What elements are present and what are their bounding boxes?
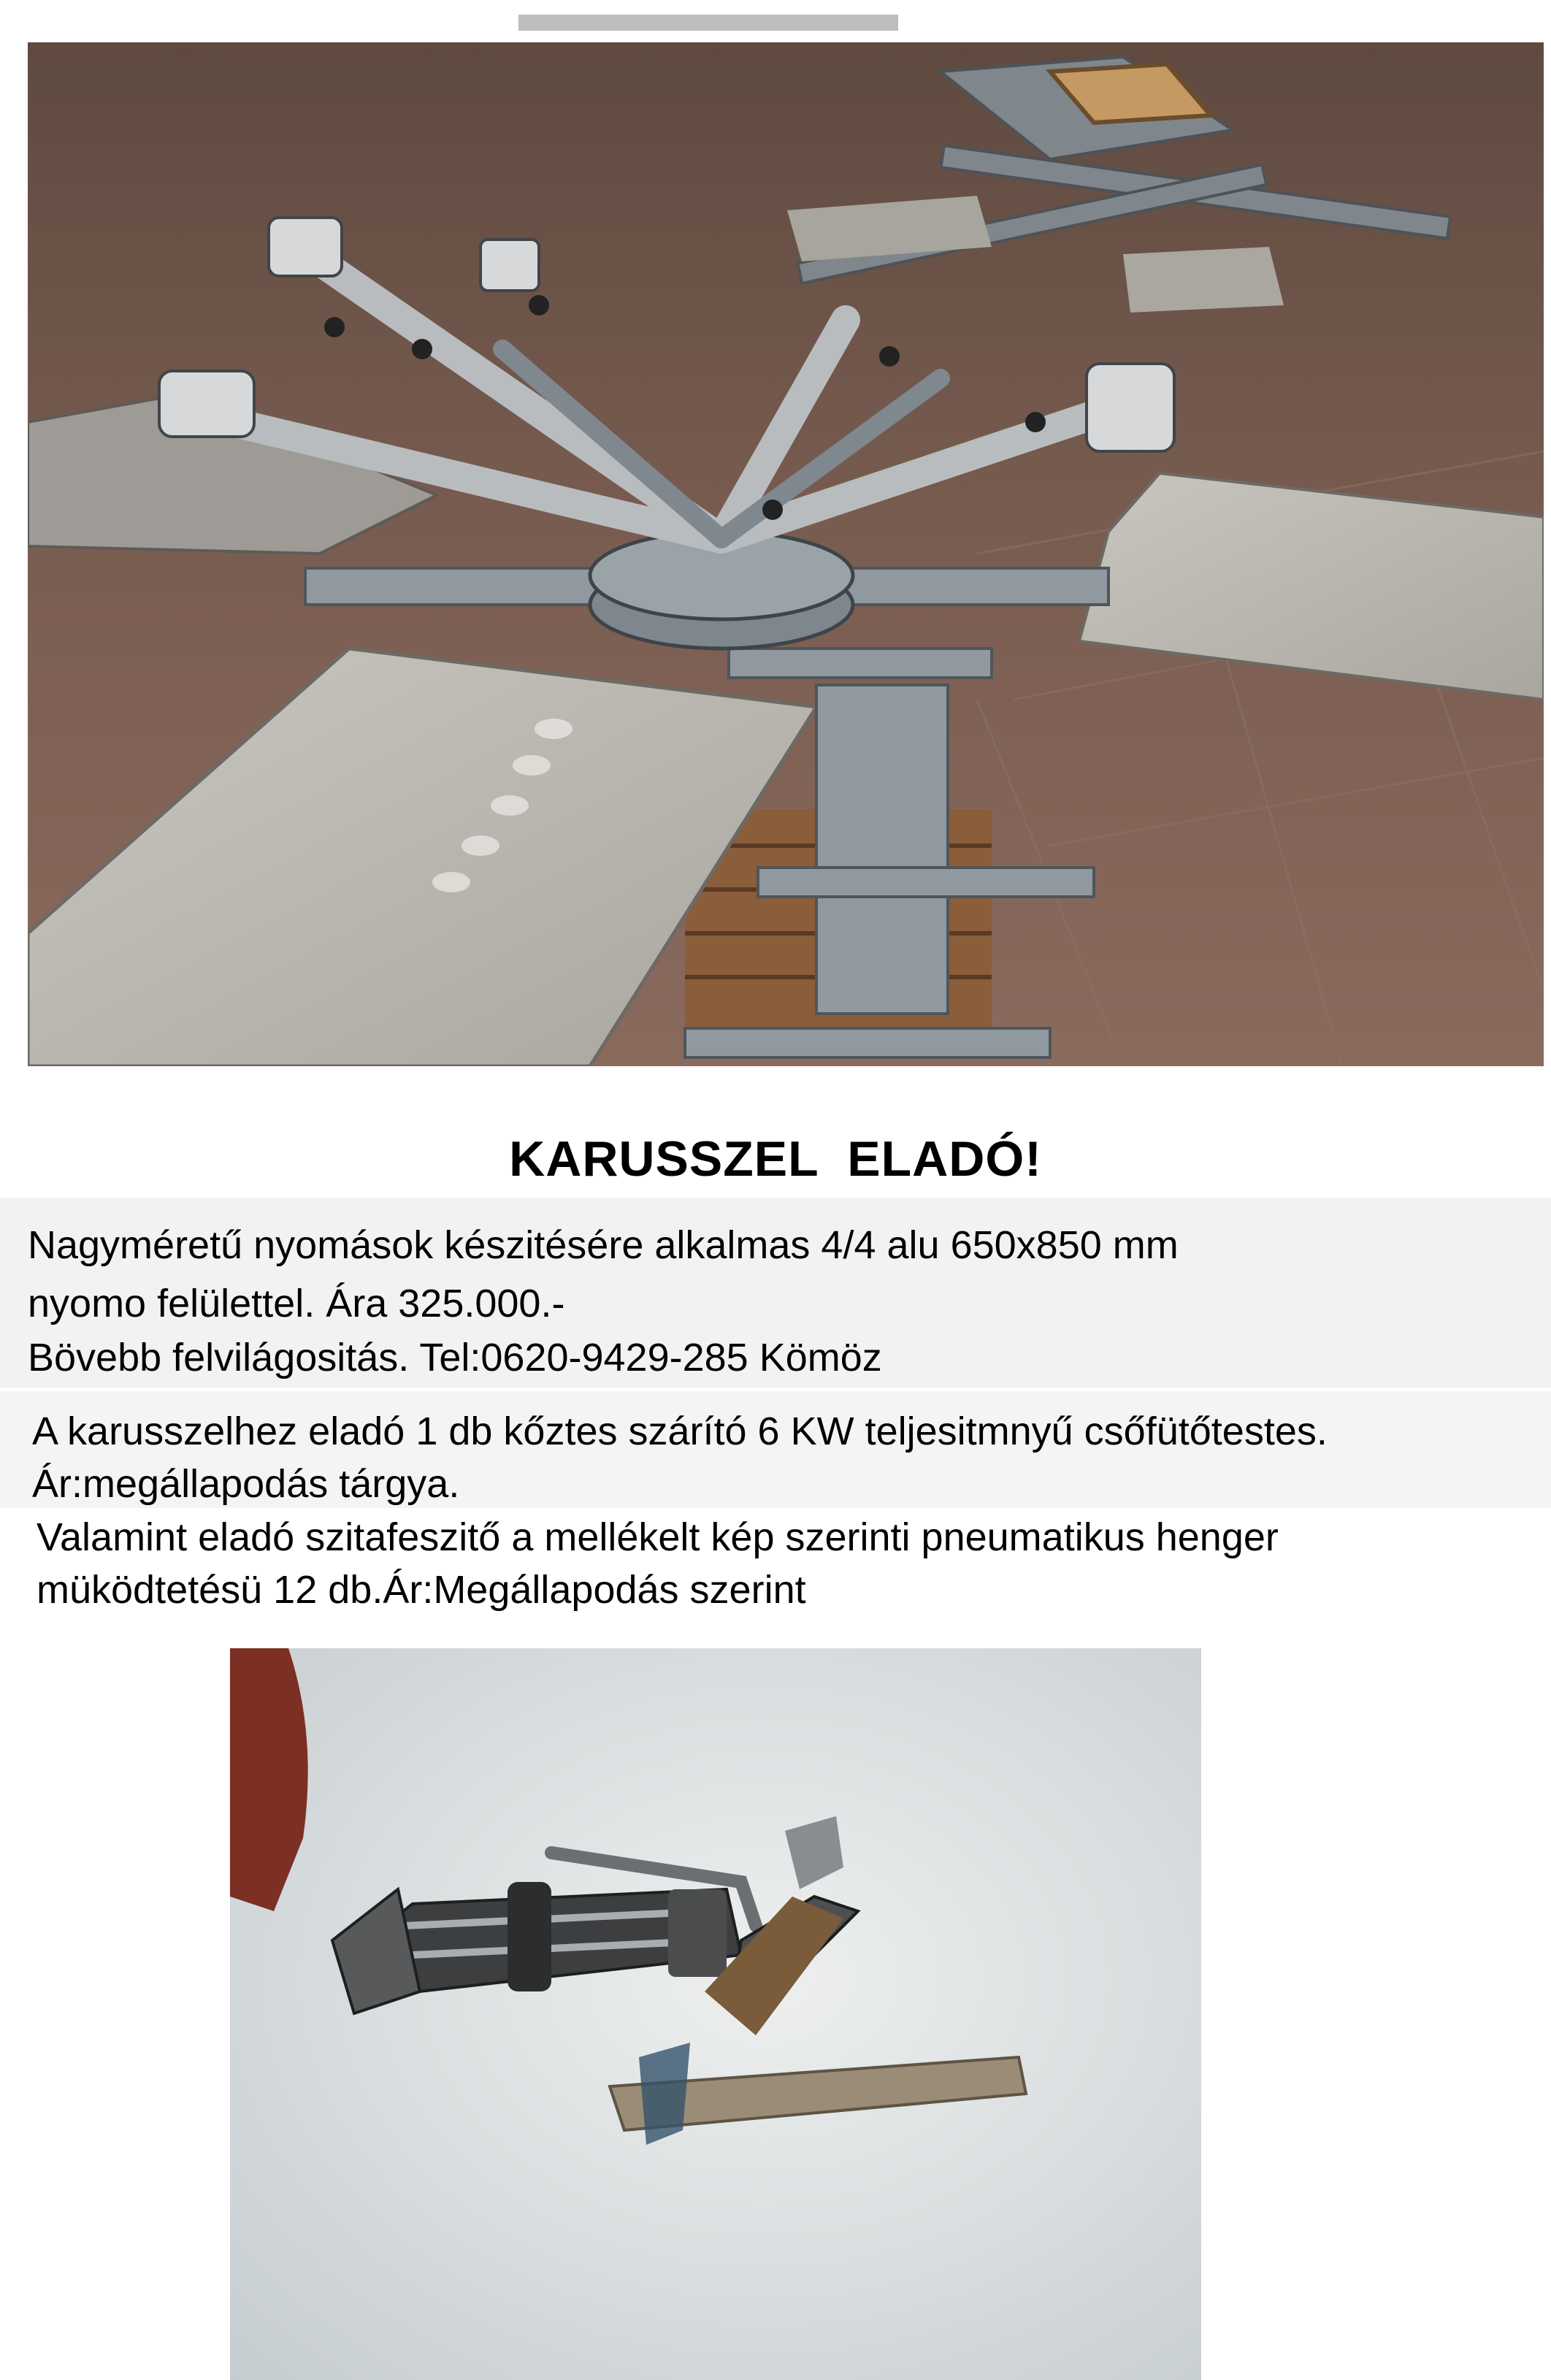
stretcher-offer-line-2: müködtetésü 12 db.Ár:Megállapodás szerint [37,1568,806,1612]
dryer-offer-block [0,1391,1551,1508]
screen-stretcher-illustration [230,1648,1201,2380]
stretcher-offer-line-1: Valamint eladó szitafeszitő a mellékelt kép szerinti pneumatikus henger [37,1515,1279,1559]
main-offer-line-2: nyomo felülettel. Ára 325.000.- [28,1282,565,1325]
page-title: KARUSSZEL ELADÓ! [509,1131,1042,1187]
main-offer-line-1: Nagyméretű nyomások készitésére alkalmas 4/4 alu 650x850 mm [28,1223,1179,1267]
carousel-press-photo [28,42,1544,1066]
carousel-press-illustration [28,42,1544,1066]
main-offer-line-3: Bövebb felvilágositás. Tel:0620-9429-285 Kömöz [28,1336,882,1380]
scan-top-edge [0,0,1551,42]
dryer-offer-line-1: A karusszelhez eladó 1 db kőztes szárító 6 KW teljesitmnyű csőfütőtestes. [32,1409,1328,1453]
screen-stretcher-photo [230,1648,1201,2380]
main-offer-block [0,1198,1551,1388]
dryer-offer-line-2: Ár:megállapodás tárgya. [32,1462,460,1506]
scan-tab [518,15,898,31]
